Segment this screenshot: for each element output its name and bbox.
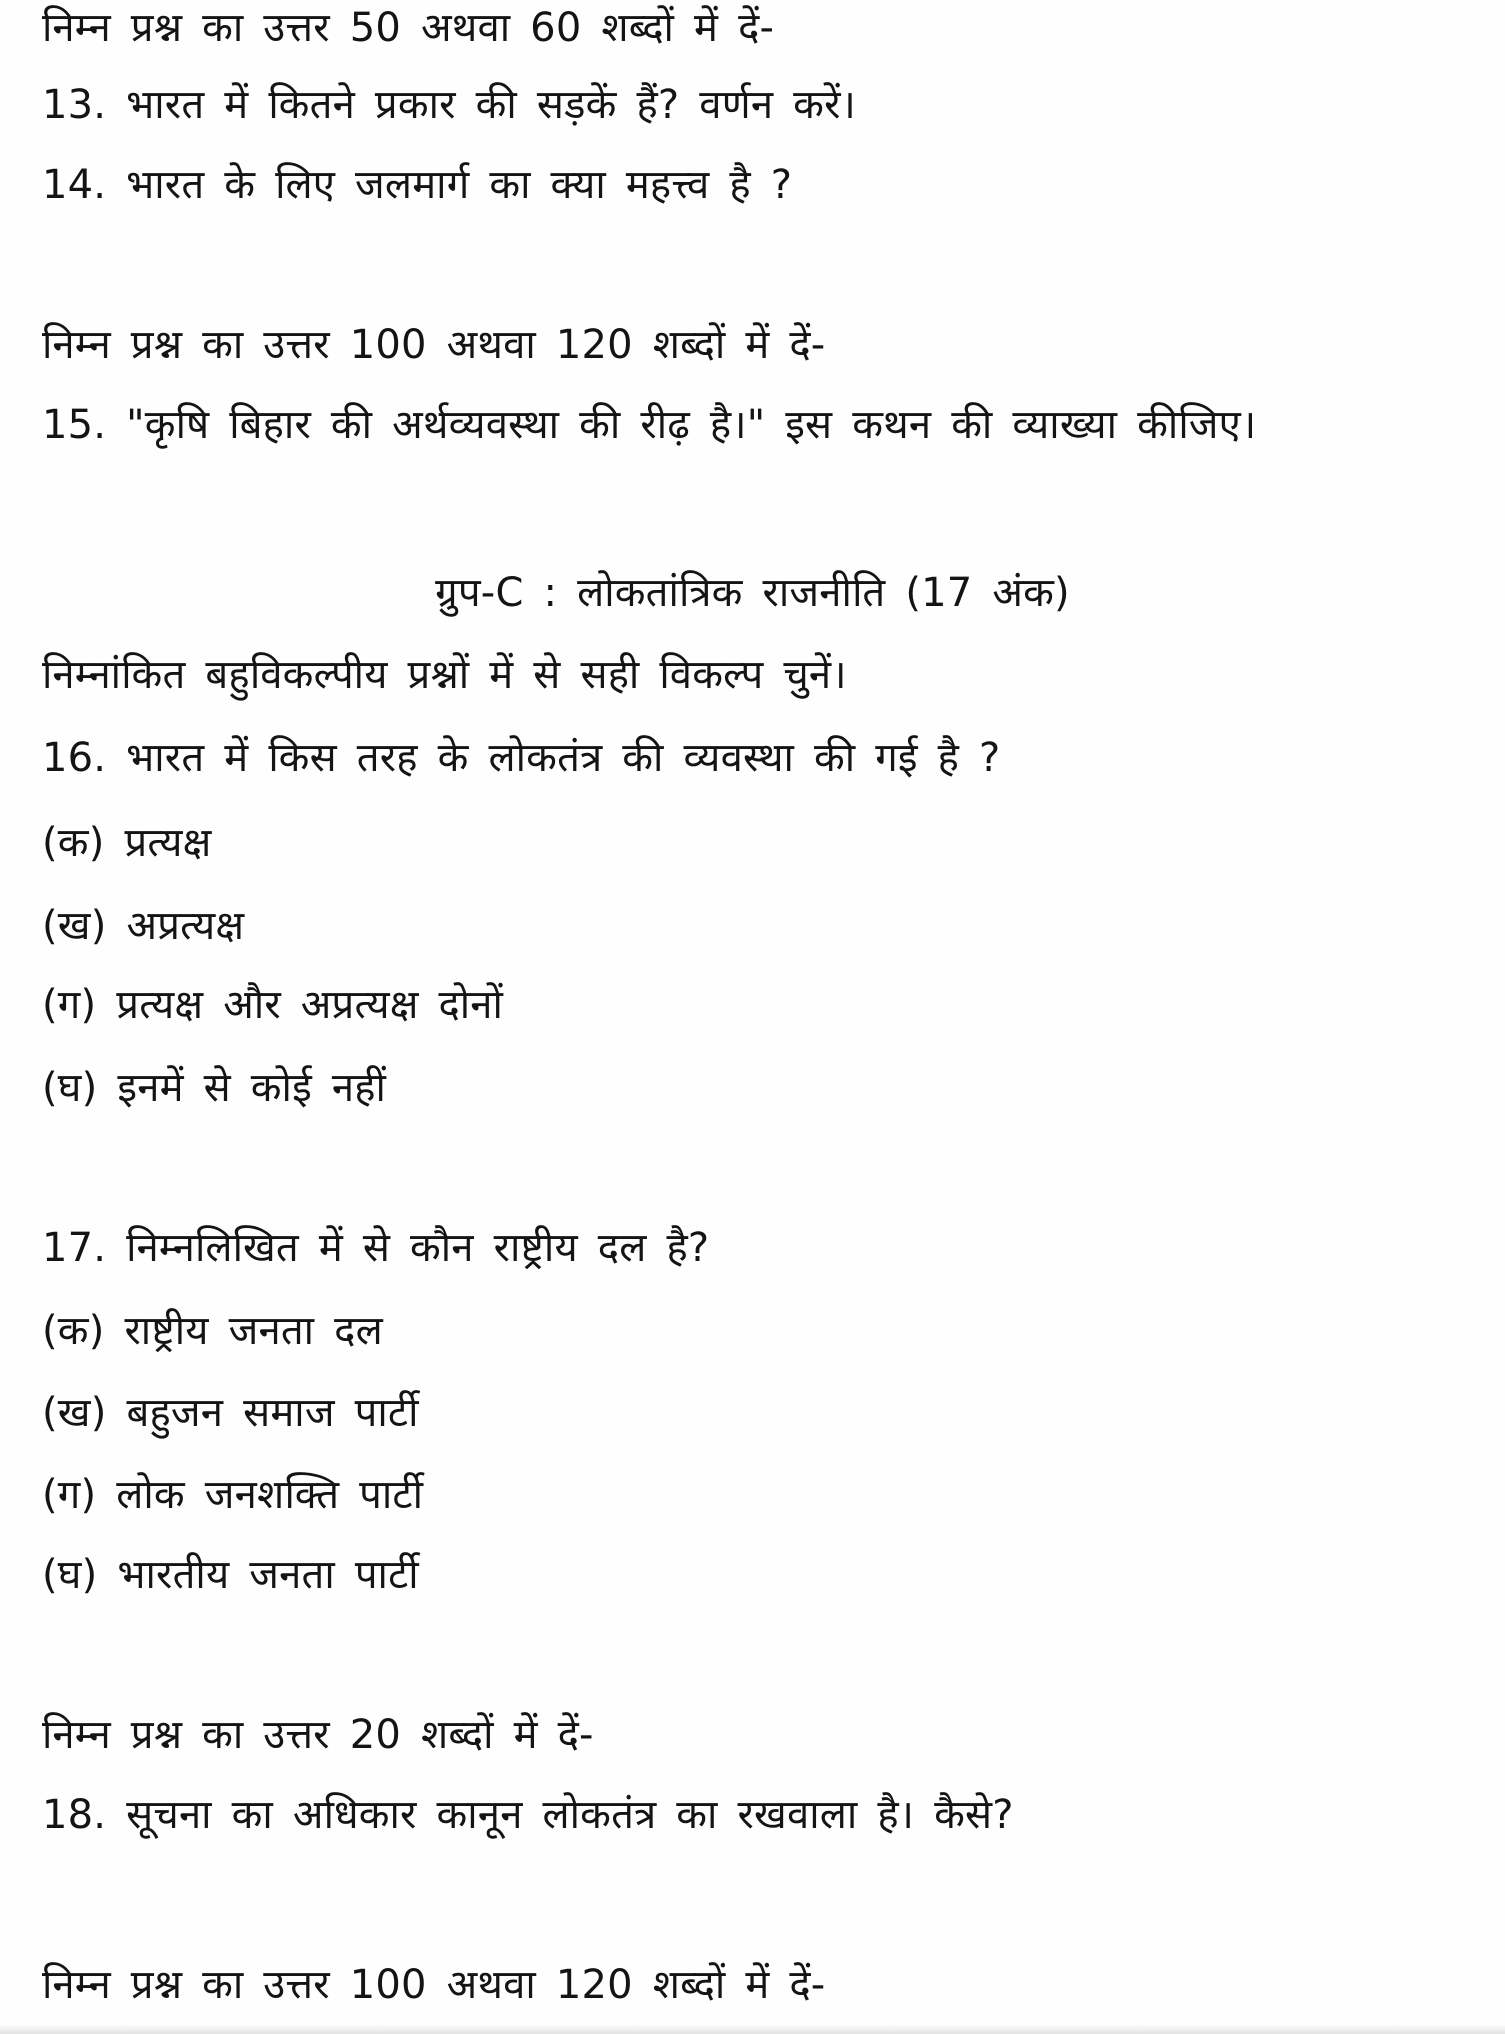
group-c-heading: ग्रुप-C : लोकतांत्रिक राजनीति (17 अंक): [435, 570, 1070, 616]
question-18: 18. सूचना का अधिकार कानून लोकतंत्र का रखवाला है। कैसे?: [42, 1792, 1014, 1838]
question-17-option-kha: (ख) बहुजन समाज पार्टी: [42, 1390, 419, 1436]
instruction-20-words: निम्न प्रश्न का उत्तर 20 शब्दों में दें-: [42, 1712, 594, 1758]
question-16-option-gha: (घ) इनमें से कोई नहीं: [42, 1065, 387, 1111]
instruction-100-120-words: निम्न प्रश्न का उत्तर 100 अथवा 120 शब्दों में दें-: [42, 322, 826, 368]
page-bottom-scan-edge: [0, 2024, 1505, 2034]
question-16-option-ka: (क) प्रत्यक्ष: [42, 820, 212, 866]
question-17: 17. निम्नलिखित में से कौन राष्ट्रीय दल है?: [42, 1225, 710, 1271]
question-15: 15. "कृषि बिहार की अर्थव्यवस्था की रीढ़ है।" इस कथन की व्याख्या कीजिए।: [42, 402, 1257, 448]
question-17-option-ga: (ग) लोक जनशक्ति पार्टी: [42, 1472, 424, 1518]
question-13: 13. भारत में कितने प्रकार की सड़कें हैं? वर्णन करें।: [42, 82, 856, 128]
question-16: 16. भारत में किस तरह के लोकतंत्र की व्यवस्था की गई है ?: [42, 735, 1001, 781]
mcq-instruction: निम्नांकित बहुविकल्पीय प्रश्नों में से सही विकल्प चुनें।: [42, 652, 847, 698]
instruction-100-120-words-bottom: निम्न प्रश्न का उत्तर 100 अथवा 120 शब्दों में दें-: [42, 1962, 826, 2008]
question-14: 14. भारत के लिए जलमार्ग का क्या महत्त्व है ?: [42, 162, 793, 208]
question-17-option-gha: (घ) भारतीय जनता पार्टी: [42, 1552, 419, 1598]
instruction-50-60-words: निम्न प्रश्न का उत्तर 50 अथवा 60 शब्दों में दें-: [42, 5, 775, 51]
question-16-option-kha: (ख) अप्रत्यक्ष: [42, 903, 245, 949]
question-16-option-ga: (ग) प्रत्यक्ष और अप्रत्यक्ष दोनों: [42, 982, 504, 1028]
question-17-option-ka: (क) राष्ट्रीय जनता दल: [42, 1308, 383, 1354]
